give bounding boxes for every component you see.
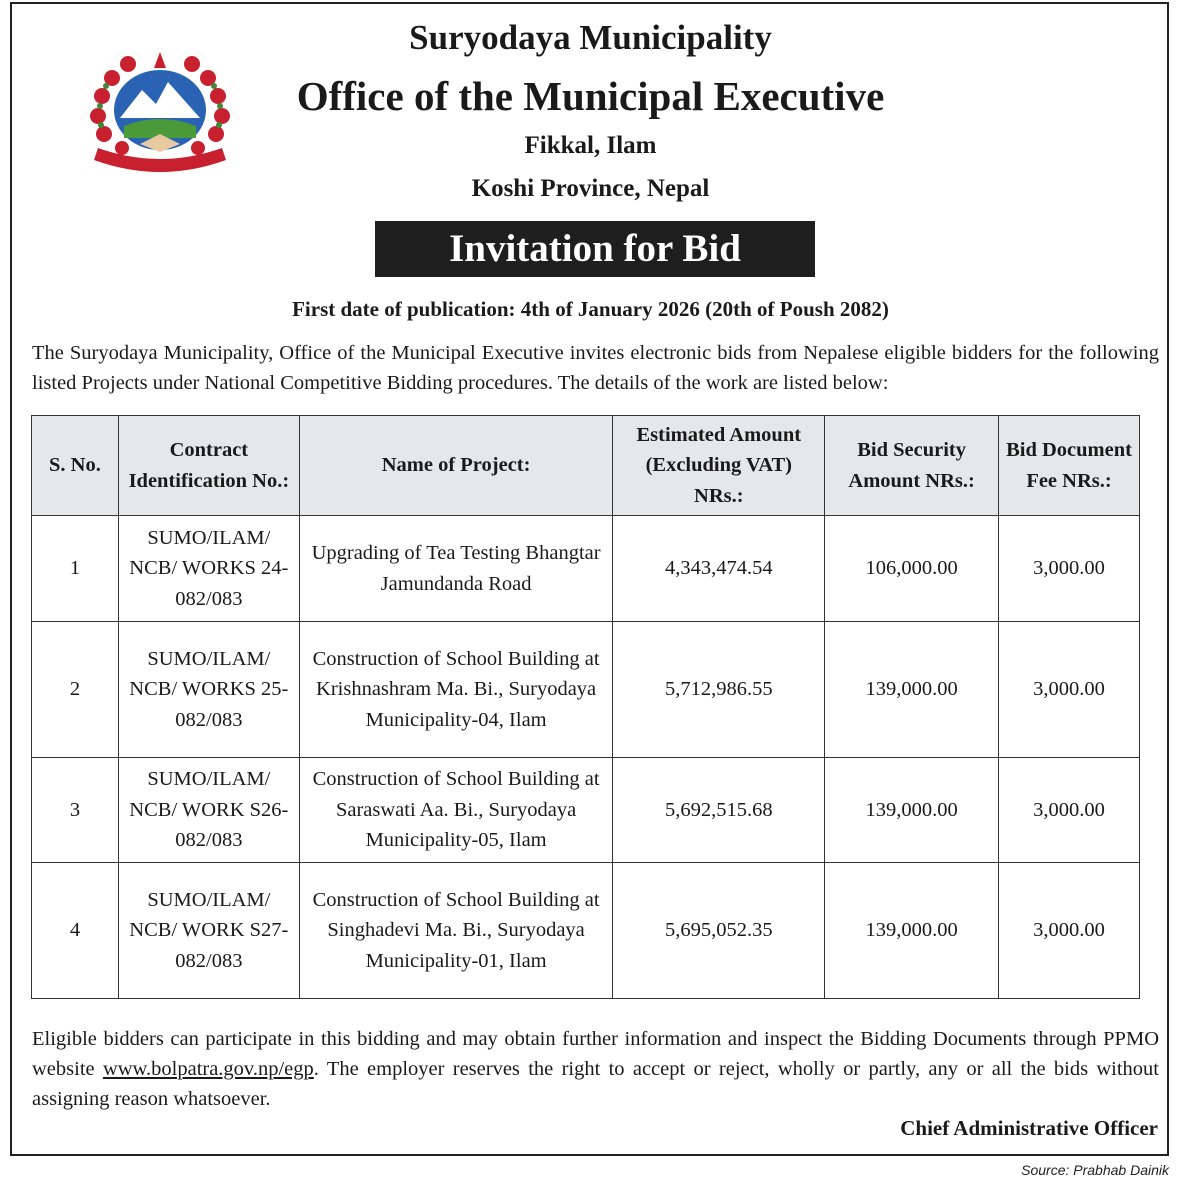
- col-header-estimate: Estimated Amount (Excluding VAT) NRs.:: [613, 416, 825, 516]
- col-header-project: Name of Project:: [299, 416, 613, 516]
- province-name: Koshi Province, Nepal: [471, 175, 710, 202]
- cell-security: 106,000.00: [825, 516, 999, 622]
- footer-paragraph: [32, 1024, 1159, 1114]
- col-header-security: Bid Security Amount NRs.:: [825, 416, 999, 516]
- col-header-fee: Bid Document Fee NRs.:: [999, 416, 1140, 516]
- cell-project: Construction of School Building at Singhadevi Ma. Bi., Suryodaya Municipality-01, Ilam: [299, 863, 613, 999]
- table-row: [32, 516, 1140, 622]
- col-header-contract-id: Contract Identification No.:: [118, 416, 299, 516]
- cell-fee: 3,000.00: [999, 758, 1140, 863]
- cell-contract-id: SUMO/ILAM/ NCB/ WORKS 25-082/083: [118, 622, 299, 758]
- cell-contract-id: SUMO/ILAM/ NCB/ WORK S27-082/083: [118, 863, 299, 999]
- cell-fee: 3,000.00: [999, 863, 1140, 999]
- cell-sno: 1: [32, 516, 119, 622]
- table-row: [32, 758, 1140, 863]
- cell-project: Upgrading of Tea Testing Bhangtar Jamundanda Road: [299, 516, 613, 622]
- cell-estimate: 4,343,474.54: [613, 516, 825, 622]
- cell-sno: 3: [32, 758, 119, 863]
- cell-security: 139,000.00: [825, 622, 999, 758]
- col-header-sno: S. No.: [32, 416, 119, 516]
- table-row: [32, 863, 1140, 999]
- cell-project: Construction of School Building at Krishnashram Ma. Bi., Suryodaya Municipality-04, Ilam: [299, 622, 613, 758]
- cell-estimate: 5,695,052.35: [613, 863, 825, 999]
- office-location: Fikkal, Ilam: [524, 132, 657, 159]
- intro-paragraph: The Suryodaya Municipality, Office of the Municipal Executive invites electronic bids from Nepalese eligible bidders for the following listed Projects under National Competitive Bidding procedures. The details of the work are listed below:: [32, 342, 1159, 394]
- table-row: [32, 622, 1140, 758]
- table-header-row: [32, 416, 1140, 516]
- cell-contract-id: SUMO/ILAM/ NCB/ WORK S26-082/083: [118, 758, 299, 863]
- cell-estimate: 5,692,515.68: [613, 758, 825, 863]
- notice-title-banner: Invitation for Bid: [375, 221, 815, 277]
- cell-fee: 3,000.00: [999, 622, 1140, 758]
- cell-sno: 4: [32, 863, 119, 999]
- cell-sno: 2: [32, 622, 119, 758]
- publication-date: First date of publication: 4th of January 2026 (20th of Poush 2082): [292, 297, 889, 321]
- cell-security: 139,000.00: [825, 758, 999, 863]
- footer-text-before: Eligible bidders can participate in this bidding and may obtain further information and inspect the Bidding Documents through PPMO website: [32, 1028, 1159, 1080]
- cell-contract-id: SUMO/ILAM/ NCB/ WORKS 24-082/083: [118, 516, 299, 622]
- signature: Chief Administrative Officer: [900, 1116, 1158, 1140]
- bolpatra-link[interactable]: www.bolpatra.gov.np/egp: [102, 1058, 314, 1080]
- cell-project: Construction of School Building at Saraswati Aa. Bi., Suryodaya Municipality-05, Ilam: [299, 758, 613, 863]
- cell-security: 139,000.00: [825, 863, 999, 999]
- bid-table: [31, 415, 1140, 999]
- office-name: Office of the Municipal Executive: [296, 73, 885, 119]
- cell-fee: 3,000.00: [999, 516, 1140, 622]
- cell-estimate: 5,712,986.55: [613, 622, 825, 758]
- municipality-name: Suryodaya Municipality: [409, 18, 772, 57]
- source-credit: Source: Prabhab Dainik: [1021, 1162, 1169, 1178]
- footer-text-after: . The employer reserves the right to accept or reject, wholly or partly, any or all the bids without assigning reason whatsoever.: [32, 1058, 1159, 1110]
